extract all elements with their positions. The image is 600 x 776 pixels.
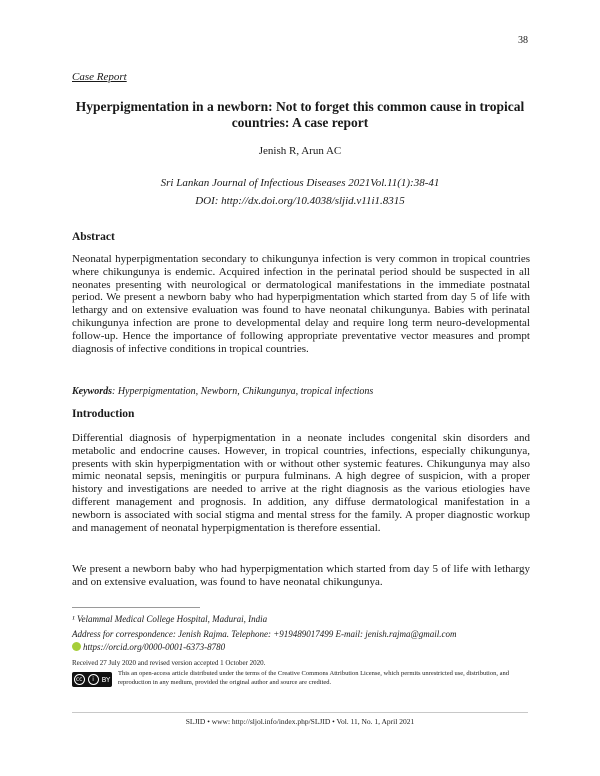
author-list: Jenish R, Arun AC (258, 145, 342, 157)
journal-citation-block (72, 174, 528, 210)
orcid-icon (72, 642, 81, 651)
orcid-line (72, 642, 225, 652)
introduction-paragraph-2: We present a newborn baby who had hyperpigmentation which started from day 5 of life with lethargy and on extensive evaluation, was found to have neonatal chikungunya. (72, 563, 530, 588)
affiliation-footnote: ¹ Velammal Medical College Hospital, Madurai, India (72, 614, 268, 624)
orcid-link[interactable]: https://orcid.org/0000-0001-6373-8780 (83, 642, 226, 652)
page-footer: SLJID • www: http://sljol.info/index.php/SLJID • Vol. 11, No. 1, April 2021 (185, 717, 415, 726)
footer-divider (72, 712, 528, 713)
attribution-icon: i (88, 674, 99, 685)
introduction-heading: Introduction (72, 408, 135, 420)
keywords-line (72, 386, 373, 397)
correspondence-footnote: Address for correspondence: Jenish Rajma. Telephone: +919489017499 E-mail: jenish.rajma@gmail.com (72, 629, 457, 639)
cc-icon: cc (74, 674, 85, 685)
license-text: This an open-access article distributed under the terms of the Creative Commons Attribution License, which permits unrestricted use, distribution, and reproduction in any medium, provided the original author and source are credited. (118, 670, 509, 686)
cc-label: BY (101, 675, 111, 684)
received-note: Received 27 July 2020 and revised version accepted 1 October 2020. (72, 659, 266, 667)
abstract-heading: Abstract (72, 231, 115, 243)
article-title: Hyperpigmentation in a newborn: Not to forget this common cause in tropical countries: A case report (75, 99, 525, 130)
journal-citation: Sri Lankan Journal of Infectious Diseases 2021Vol.11(1):38-41 (160, 177, 440, 189)
page-number: 38 (518, 35, 528, 46)
doi-link[interactable]: DOI: http://dx.doi.org/10.4038/sljid.v11i1.8315 (195, 195, 405, 207)
keywords-text: : Hyperpigmentation, Newborn, Chikungunya, tropical infections (112, 386, 374, 397)
introduction-paragraph-1: Differential diagnosis of hyperpigmentation in a neonate includes congenital skin disorders and metabolic and endocrine causes. However, in tropical countries, infections, especially chikungunya, presents with skin hyperpigmentation with or without other systemic features. Chikungunya may also mimic neonatal sepsis, meningitis or purpura fulminans. A high degree of suspicion, with a proper history and investigations are needed to arrive at the right diagnosis as the various etiologies have different management and prognosis. In addition, any diffuse dermatological manifestation in a newborn is associated with social stigma and mental stress for the family. A proper diagnostic workup and management of neonatal hyperpigmentation is therefore essential. (72, 432, 530, 534)
keywords-label: Keywords (72, 386, 112, 397)
section-label: Case Report (72, 71, 127, 83)
abstract-text: Neonatal hyperpigmentation secondary to chikungunya infection is very common in tropical countries where chikungunya is endemic. Acquired infection in the perinatal period should be suspected in all neonates presenting with neurological or dermatological manifestations in the immediate postnatal period. We present a newborn baby who had hyperpigmentation which started from day 5 of life with lethargy and on extensive evaluation was found to have neonatal chikungunya. Babies with perinatal chikungunya infection are prone to developmental delay and require long term neuro-developmental follow-up. Hence the importance of following appropriate preventative vector measures and prompt diagnosis of infective conditions in tropical countries. (72, 253, 530, 355)
creative-commons-badge[interactable] (72, 672, 112, 687)
footnote-divider (72, 607, 200, 608)
